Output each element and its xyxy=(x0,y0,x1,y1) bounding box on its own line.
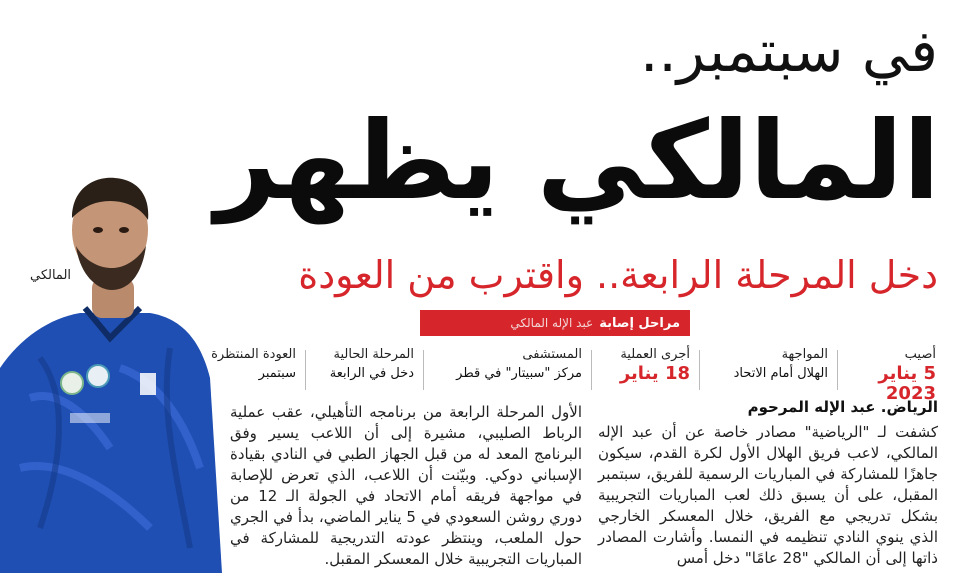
fact-label: أصيب xyxy=(904,347,936,362)
byline: الرياض. عبد الإله المرحوم xyxy=(747,398,938,416)
fact-current-stage xyxy=(314,346,414,396)
divider xyxy=(591,350,592,390)
fact-label: المرحلة الحالية xyxy=(333,347,414,362)
divider xyxy=(837,350,838,390)
fact-value: 5 يناير 2023 xyxy=(878,363,936,404)
fact-hospital xyxy=(432,346,582,396)
injury-stages-bar xyxy=(420,310,690,336)
fact-value: سبتمبر xyxy=(258,366,296,381)
fact-label: العودة المنتظرة xyxy=(211,347,296,362)
injury-facts-row xyxy=(196,346,936,404)
fact-injured xyxy=(846,346,936,404)
divider xyxy=(699,350,700,390)
body-column-left xyxy=(230,402,582,570)
fact-value: مركز "سبيتار" في قطر xyxy=(456,366,582,381)
fact-label: أجرى العملية xyxy=(620,347,690,362)
fact-match xyxy=(708,346,828,396)
fact-value: 18 يناير xyxy=(619,363,690,384)
divider xyxy=(423,350,424,390)
fact-expected-return xyxy=(196,346,296,396)
body-paragraph: الأول المرحلة الرابعة من برنامجه التأهيلي، عقب عملية الرباط الصليبي، مشيرة إلى أن اللاعب يسير وفق البرنامج المعد له من قبل الجهاز الطبي في النادي بقيادة الإسباني دوكي. وبيّنت أن اللاعب، الذي تعرض للإصابة في مواجهة فريقه أمام الاتحاد في الجولة الـ 12 من دوري روشن السعودي في 5 يناير الماضي، بدأ في الجري حول الملعب، وينتظر عودته التدريجية للمشاركة في المباريات التجريبية خلال المعسكر المقبل. xyxy=(230,403,582,568)
fact-value: الهلال أمام الاتحاد xyxy=(733,366,828,381)
fact-label: المستشفى xyxy=(522,347,582,362)
kicker: في سبتمبر.. xyxy=(639,17,938,85)
fact-value: دخل في الرابعة xyxy=(329,366,414,381)
body-paragraph: كشفت لـ "الرياضية" مصادر خاصة عن أن عبد الإله المالكي، لاعب فريق الهلال الأول لكرة القدم، سيكون جاهزًا للمشاركة في المباريات الرسمية للفريق، سبتمبر المقبل، على أن يسبق ذلك لعب المباريات التجريبية بشكل تدريجي مع الفريق، خلال المعسكر الخارجي الذي ينوي النادي تنظيمه في النمسا. وأشارت المصادر ذاتها إلى أن المالكي "28 عامًا" دخل أمس xyxy=(598,423,938,567)
headline: المالكي يظهر xyxy=(215,99,940,224)
player-photo xyxy=(0,168,222,573)
body-column-right xyxy=(598,422,938,569)
divider xyxy=(305,350,306,390)
subhead: دخل المرحلة الرابعة.. واقترب من العودة xyxy=(298,253,938,297)
fact-label: المواجهة xyxy=(781,347,828,362)
injury-stages-player: عبد الإله المالكي xyxy=(510,316,594,330)
injury-stages-tag: مراحل إصابة xyxy=(599,315,680,331)
photo-caption: المالكي xyxy=(30,268,72,283)
fact-surgery xyxy=(600,346,690,396)
